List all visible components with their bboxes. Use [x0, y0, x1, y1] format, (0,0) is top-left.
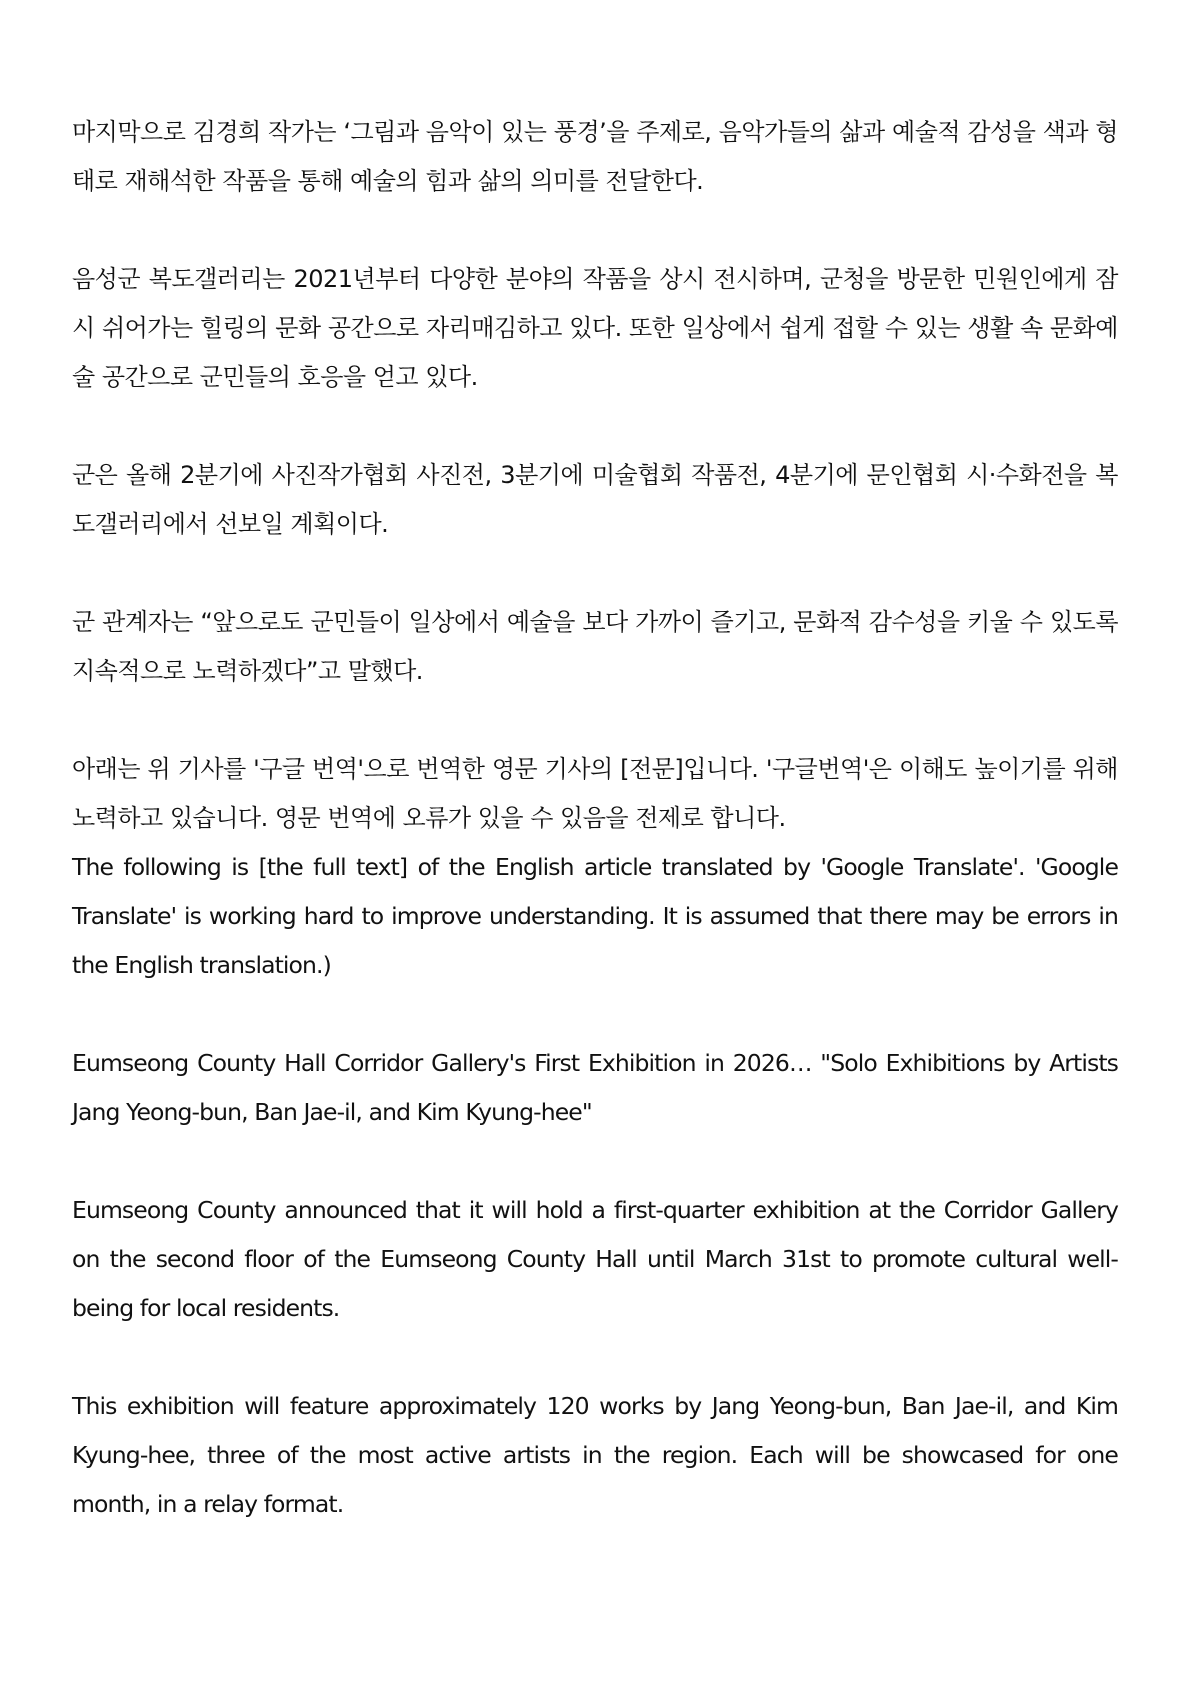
paragraph-gap — [72, 549, 1118, 598]
paragraph-translation-note-en: The following is [the full text] of the English article translated by 'Google Translate'. 'Google Translate' is working hard to improve understanding. It is assumed that there may be errors in the English translation.) — [72, 853, 1118, 979]
paragraph-gap — [72, 696, 1118, 745]
document-page — [72, 108, 1118, 1529]
paragraph-gap — [72, 206, 1118, 255]
paragraph-gap — [72, 990, 1118, 1039]
paragraph-gap — [72, 402, 1118, 451]
paragraph-official-quote: 군 관계자는 “앞으로도 군민들이 일상에서 예술을 보다 가까이 즐기고, 문화적 감수성을 키울 수 있도록 지속적으로 노력하겠다”고 말했다. — [72, 608, 1118, 685]
paragraph-gap — [72, 1333, 1118, 1382]
paragraph-corridor-gallery: 음성군 복도갤러리는 2021년부터 다양한 분야의 작품을 상시 전시하며, 군청을 방문한 민원인에게 잠시 쉬어가는 힐링의 문화 공간으로 자리매김하고 있다. 또한 일상에서 쉽게 접할 수 있는 생활 속 문화예술 공간으로 군민들의 호응을 얻고 있다. — [72, 265, 1118, 391]
paragraph-quarterly-plan: 군은 올해 2분기에 사진작가협회 사진전, 3분기에 미술협회 작품전, 4분기에 문인협회 시·수화전을 복도갤러리에서 선보일 계획이다. — [72, 461, 1118, 538]
paragraph-translation-note-ko: 아래는 위 기사를 '구글 번역'으로 번역한 영문 기사의 [전문]입니다. '구글번역'은 이해도 높이기를 위해 노력하고 있습니다. 영문 번역에 오류가 있을 수 있음을 전제로 합니다. — [72, 755, 1118, 832]
paragraph-exhibition-details-en: This exhibition will feature approximately 120 works by Jang Yeong-bun, Ban Jae-il, and Kim Kyung-hee, three of the most active artists in the region. Each will be showcased for one month, in a relay format. — [72, 1392, 1118, 1518]
paragraph-announcement-en: Eumseong County announced that it will hold a first-quarter exhibition at the Corridor Gallery on the second floor of the Eumseong County Hall until March 31st to promote cultural well-being for local residents. — [72, 1196, 1118, 1322]
paragraph-gap — [72, 1137, 1118, 1186]
paragraph-kim-kyung-hee: 마지막으로 김경희 작가는 ‘그림과 음악이 있는 풍경’을 주제로, 음악가들의 삶과 예술적 감성을 색과 형태로 재해석한 작품을 통해 예술의 힘과 삶의 의미를 전달한다. — [72, 118, 1118, 195]
paragraph-headline-en: Eumseong County Hall Corridor Gallery's First Exhibition in 2026… "Solo Exhibitions by Artists Jang Yeong-bun, Ban Jae-il, and Kim Kyung-hee" — [72, 1049, 1118, 1126]
